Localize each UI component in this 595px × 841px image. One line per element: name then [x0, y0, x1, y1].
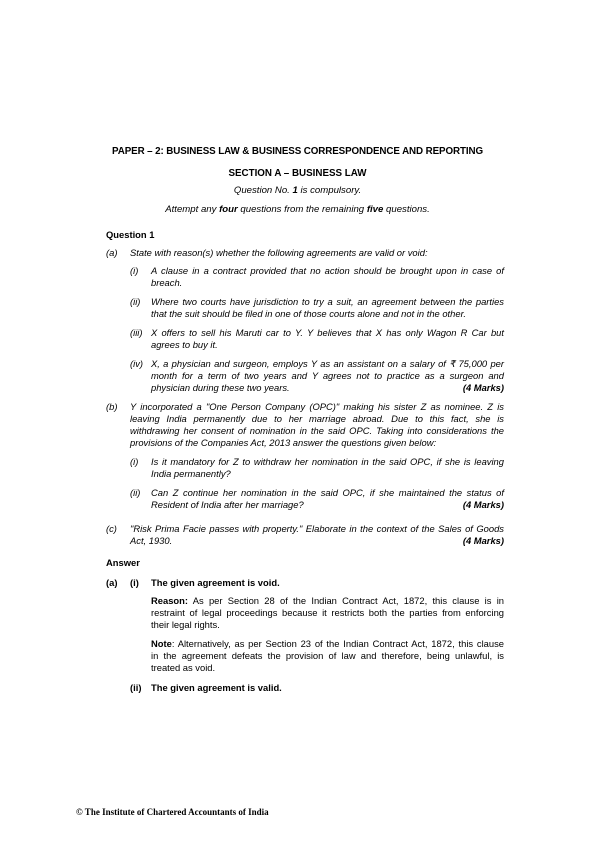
- question-a-item-ii-line2: that the suit should be filed in one of those courts alone and not in the other.: [151, 308, 466, 319]
- question-a-item-iv-label: (iv): [130, 358, 144, 369]
- attempt-total: five: [366, 204, 384, 215]
- question-a-item-i-line2: breach.: [151, 277, 183, 288]
- answer-a-label: (a): [106, 577, 118, 588]
- compulsory-suffix: is compulsory.: [297, 185, 362, 196]
- question-a-item-iv-line3: physician during these two years.: [151, 382, 290, 393]
- question-b-line3: withdrawing her consent of nomination in the said OPC. Taking into considerations the: [130, 425, 504, 436]
- attempt-count: four: [219, 204, 238, 215]
- question-b-item-ii-label: (ii): [130, 487, 141, 498]
- answer-note-line3: treated as void.: [151, 662, 216, 673]
- answer-note-line2: in the agreement defeats the provision of law and therefore, being unlawful, is: [151, 650, 504, 661]
- note-label: Note: [151, 638, 172, 649]
- question-b-marks: (4 Marks): [462, 499, 504, 510]
- attempt-text-c: questions from the remaining: [237, 204, 367, 215]
- compulsory-number: 1: [292, 185, 298, 196]
- question-b-item-ii-line2: Resident of India after her marriage?: [151, 499, 304, 510]
- answer-ii-label: (ii): [130, 682, 142, 693]
- question-heading: Question 1: [106, 229, 155, 240]
- answer-reason-line3: their legal rights.: [151, 619, 220, 630]
- question-b-line1: Y incorporated a "One Person Company (OPC)" making his sister Z as nominee. Z is: [130, 401, 504, 412]
- question-c-marks: (4 Marks): [462, 535, 504, 546]
- attempt-text-e: questions.: [383, 204, 430, 215]
- question-a-item-ii-label: (ii): [130, 296, 141, 307]
- question-b-item-i-line2: India permanently?: [151, 468, 231, 479]
- question-a-item-iii-line2: agrees to buy it.: [151, 339, 218, 350]
- question-a-item-i-label: (i): [130, 265, 139, 276]
- question-c-line1: "Risk Prima Facie passes with property." Elaborate in the context of the Sales of Goods: [130, 523, 504, 534]
- question-b-line4: provisions of the Companies Act, 2013 answer the questions given below:: [130, 437, 437, 448]
- question-b-item-i-label: (i): [130, 456, 139, 467]
- question-a-item-iv-line2: month for a term of two years and Y agrees not to practice as a surgeon and: [151, 370, 504, 381]
- question-a-item-iv-last-line: [151, 382, 504, 394]
- reason-text-1: As per Section 28 of the Indian Contract Act, 1872, this clause is in: [188, 595, 504, 606]
- section-title: SECTION A – BUSINESS LAW: [228, 168, 367, 179]
- question-b-line2: leaving India permanently due to her marriage abroad. Due to this fact, she is: [130, 413, 504, 424]
- question-c-line2: Act, 1930.: [130, 535, 173, 546]
- question-c-label: (c): [106, 523, 117, 534]
- question-b-label: (b): [106, 401, 118, 412]
- paper-title: PAPER – 2: BUSINESS LAW & BUSINESS CORRESPONDENCE AND REPORTING: [112, 146, 483, 157]
- question-b-item-ii-line1: Can Z continue her nomination in the said OPC, if she maintained the status of: [151, 487, 504, 498]
- question-a-text: State with reason(s) whether the following agreements are valid or void:: [130, 247, 428, 258]
- answer-reason-line1: [151, 595, 504, 607]
- question-a-item-i-line1: A clause in a contract provided that no action should be brought upon in case of: [151, 265, 504, 276]
- question-b-item-ii-last-line: [151, 499, 504, 511]
- answer-i-heading: The given agreement is void.: [151, 577, 280, 588]
- question-c-last-line: [130, 535, 504, 547]
- answer-reason-line2: restraint of legal proceedings because it restricts both the parties from enforcing: [151, 607, 504, 618]
- question-a-label: (a): [106, 247, 118, 258]
- answer-i-label: (i): [130, 577, 139, 588]
- question-a-item-iii-line1: X offers to sell his Maruti car to Y. Y believes that X has only Wagon R Car but: [151, 327, 504, 338]
- note-text-1: : Alternatively, as per Section 23 of the Indian Contract Act, 1872, this clause: [171, 638, 504, 649]
- footer-copyright: © The Institute of Chartered Accountants of India: [76, 807, 269, 817]
- question-b-item-i-line1: Is it mandatory for Z to withdraw her nomination in the said OPC, if she is leaving: [151, 456, 504, 467]
- question-a-item-iii-label: (iii): [130, 327, 143, 338]
- answer-ii-heading: The given agreement is valid.: [151, 682, 282, 693]
- attempt-instruction: [0, 204, 595, 216]
- attempt-text-a: Attempt any: [165, 204, 220, 215]
- question-a-item-ii-line1: Where two courts have jurisdiction to try a suit, an agreement between the parties: [151, 296, 504, 307]
- question-a-marks: (4 Marks): [462, 382, 504, 393]
- answer-heading: Answer: [106, 557, 140, 568]
- compulsory-prefix: Question No.: [233, 185, 293, 196]
- compulsory-note: [0, 185, 595, 197]
- answer-note-line1: [151, 638, 504, 650]
- reason-label: Reason:: [151, 595, 188, 606]
- question-a-item-iv-line1: X, a physician and surgeon, employs Y as an assistant on a salary of ₹ 75,000 per: [151, 358, 504, 369]
